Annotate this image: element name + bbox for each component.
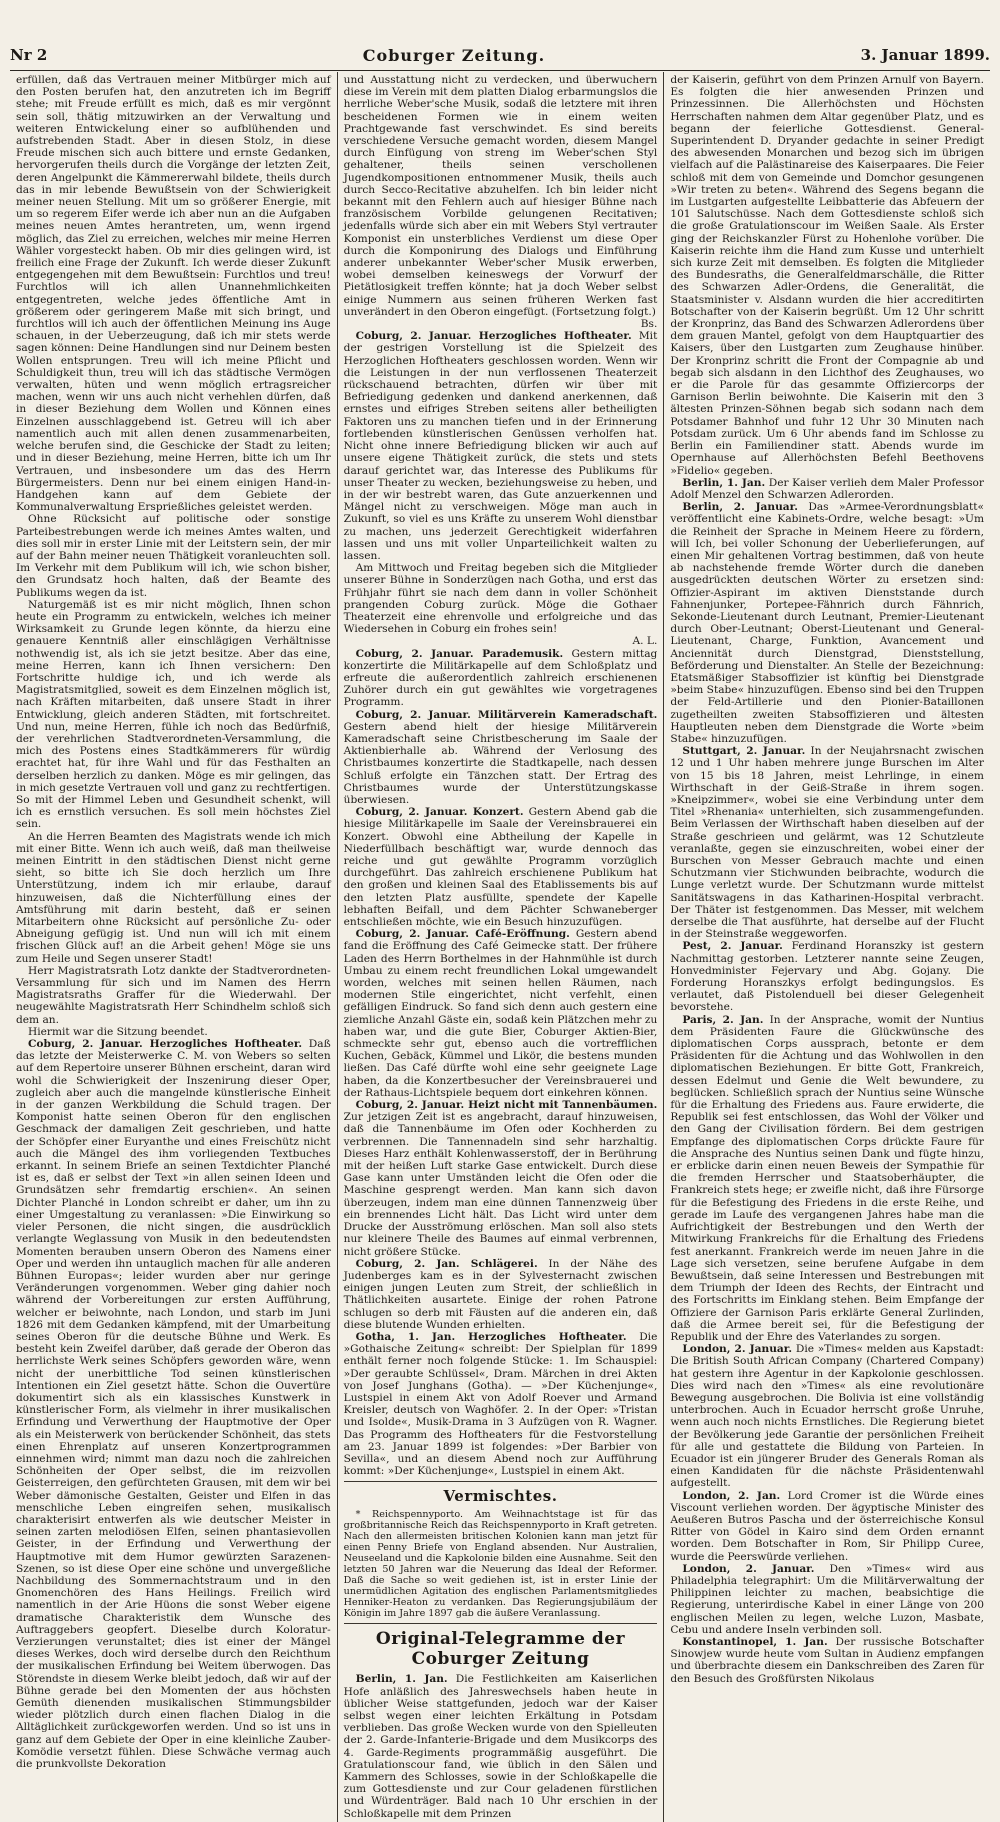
article-heading: Gotha, 1. Jan. Herzogliches Hoftheater. — [355, 1330, 627, 1343]
article-paragraph — [344, 709, 658, 807]
article-heading: London, 2. Jan. — [682, 1489, 781, 1502]
article-text: Der Kaiser verlieh dem Maler Professor Adolf Menzel den Schwarzen Adlerorden. — [670, 476, 984, 501]
section-divider — [344, 1481, 658, 1482]
article-paragraph — [344, 1099, 658, 1258]
article-text: Das »Armee-Verordnungsblatt« veröffentlicht eine Kabinets-Ordre, welche besagt: »Um die Reinheit der Sprache in Meinem Heere zu fördern, will Ich, bei voller Schonung der Ueberlieferungen, auf einen Mir gehaltenen Vortrag bestimmen, daß von heute ab nachstehende fremde Wörter durch die daneben ausgedrückten deutschen Wörter zu ersetzen sind: Offizier-Aspirant im aktiven Dienststande durch Fahnenjunker, Portepee-Fähnrich durch Fähnrich, Sekonde-Lieutenant durch Leutnant, Premier-Lieutenant durch Ober-Leutnant; Oberst-Lieutenant und General-Lieutenant, Charge, Funktion, Avancement und Anciennität durch Dienstgrad, Dienststellung, Beförderung und Dienstalter. An Stelle der Bezeichnung: Etatsmäßiger Stabsoffizier ist künftig bei Dienstgrade »beim Stabe« hinzuzufügen. Ebenso sind bei den Truppen der Feld-Artillerie und den Pionier-Bataillonen zugetheilten zweiten Stabsoffizieren und ältesten Hauptleuten neben dem Dienstgrade die Worte »beim Stabe« hinzuzufügen. — [670, 501, 984, 745]
author-signature: Bs. — [640, 318, 658, 331]
article-paragraph — [670, 940, 984, 1013]
article-heading: Konstantinopel, 1. Jan. — [682, 1636, 828, 1648]
article-paragraph — [344, 330, 658, 562]
article-heading: London, 2. Januar. — [682, 1343, 793, 1356]
article-text: Ferdinand Horanszky ist gestern Nachmittag gestorben. Letzterer nannte seine Zeugen, Honvedminister Fejervary und Abg. Gojany. Die Forderung Horanszkys erfolgt bedingungslos. Es verlautet, daß Pistolenduell bei dieser Gelegenheit bevorstehe. — [670, 940, 984, 1014]
article-text: In der Nähe des Judenberges kam es in der Sylvesternacht zwischen einigen jungen Leuten zum Streit, der schließlich in Thätlichkeiten ausartete. Einige der rohen Patrone schlugen so derb mit Fäusten auf die anderen ein, daß diese blutende Wunden erhielten. — [343, 1257, 658, 1331]
author-signature: A. L. — [632, 635, 658, 648]
article-heading: Berlin, 2. Januar. — [682, 501, 798, 514]
article-paragraph: Ohne Rücksicht auf politische oder sonstige Parteibestrebungen werde ich meines Amtes walten, und dies soll mir in erster Linie mit der Leitstern sein, der mir auf der Bahn meiner neuen Thätigkeit voranleuchten soll. Im Verkehr mit dem Publikum will ich, wie schon bisher, den Grundsatz hoch halten, daß der Beamte des Publikums wegen da ist. — [16, 513, 331, 599]
section-title-vermischtes: Vermischtes. — [443, 1487, 558, 1506]
article-heading: Coburg, 2. Januar. Militärverein Kameradschaft. — [355, 708, 658, 721]
article-paragraph — [670, 1490, 984, 1563]
article-text: Mit der gestrigen Vorstellung ist die Spielzeit des Herzoglichen Hoftheaters geschlossen worden. Wenn wir die Leistungen in der nun verflossenen Theaterzeit rückschauend betrachten, dürfen wir über mit Befriedigung gedenken und dankend anerkennen, daß ernstes und eifriges Streben seitens aller betheiligten Faktoren uns zu manchen tiefen und in der Erinnerung fortlebenden künstlerischen Genüssen verholfen hat. Nicht ohne innere Befriedigung blicken wir auch auf unsere eigene Thätigkeit zurück, die stets und stets darauf gerichtet war, das Interesse des Publikums für unser Theater zu wecken, beziehungsweise zu heben, und in der wir bestrebt waren, das Gute anzuerkennen und Mängel nicht zu verschweigen. Möge man auch in Zukunft, so viel es uns Kräfte zu unserem Wohl dienstbar zu machen, uns jederzeit Gerechtigkeit widerfahren lassen und uns mit voller Unparteilichkeit walten zu lassen. — [343, 330, 658, 562]
article-text: Gestern mittag konzertirte die Militärkapelle auf dem Schloßplatz und erfreute die außerordentlich zahlreich erschienenen Zuhörer durch ein gut gewähltes wie vorgetragenes Programm. — [343, 647, 658, 709]
section-divider — [344, 1623, 658, 1624]
article-heading: Coburg, 2. Januar. Parademusik. — [355, 647, 564, 660]
article-paragraph — [670, 745, 984, 940]
article-text: Die »Times« melden aus Kapstadt: Die British South African Company (Chartered Company) hat gestern ihre Agentur in der Kapkolonie geschlossen. Dies wird nach den »Times« als eine revolutionäre Bewegung ausgebrochen. Die Bolivia ist eine vollständig unterbrochen. Auch in Ecuador herrscht große Unruhe, wenn auch noch nichts Ernstliches. Die Regierung bietet der Bevölkerung jede Garantie der persönlichen Freiheit für alle und gestattete die Bildung von Parteien. In Ecuador ist ein jüngerer Bruder des Generals Roman als einen Kandidaten für die nächste Präsidentenwahl aufgestellt. — [670, 1343, 984, 1490]
article-heading: Coburg, 2. Jan. Schlägerei. — [355, 1257, 538, 1270]
article-paragraph — [670, 477, 984, 501]
article-text: In der Ansprache, womit der Nuntius dem Präsidenten Faure die Glückwünsche des diplomatischen Corps aussprach, betonte er dem Präsidenten für die Achtung und das Wohlwollen in den diplomatischen Beziehungen. Er bitte Gott, Frankreich, dessen Edelmut und Genie die Welt bewundere, zu beglücken. Schließlich sprach der Nuntius seine Wünsche für die Erhaltung des Friedens aus. Faure erwiderte, die Republik sei fest entschlossen, das Wohl der Völker und den Gang der Civilisation fördern. Bei dem gestrigen Empfange des diplomatischen Corps drückte Faure für die Ansprache des Nuntius seinen Dank und fügte hinzu, er erblicke darin einen neuen Beweis der Sympathie für die fremden Herrscher und Staatsoberhäupter, die Frankreich stets hege; er zweifle nicht, daß ihre Fürsorge für die Befestigung des Friedens in die erste Reihe, und gerade im Laufe des vergangenen Jahres habe man die Aufrichtigkeit der Bestrebungen und den Werth der Mitwirkung Frankreichs für die Erhaltung des Friedens fest anerkannt. Frankreich werde im neuen Jahre in die Lage sich versetzen, seine berufene Aufgabe in dem Bewußtsein, daß seine Interessen und Bestrebungen mit dem Triumph der Ideen des Rechts, der Eintracht und des Fortschritts im Einklang stehen. Beim Empfange der Offiziere der Garnison Paris erklärte General Zurlinden, daß die Armee bereit sei, für die Befestigung der Republik und der Ehre des Vaterlandes zu sorgen. — [670, 1013, 984, 1343]
article-text: Gestern abend fand die Eröffnung des Café Geimecke statt. Der frühere Laden des Herrn Borthelmes in der Hahnmühle ist durch Umbau zu einem recht freundlichen Lokal umgewandelt worden, welches mit seinen hellen Räumen, nach modernen Stile eingerichtet, nicht verfehlt, einen gefälligen Eindruck. So fand sich denn auch gestern eine ziemliche Anzahl Gäste ein, sodaß kein Plätzchen mehr zu haben war, und die gute Bier, Coburger Aktien-Bier, schmeckte sehr gut, ebenso auch die vortrefflichen Kuchen, Gebäck, Kümmel und Likör, die bestens munden ließen. Das Café dürfte wohl eine sehr geeignete Lage haben, da die Konzertbesucher der Vereinsbrauerei und der Rathaus-Lichtspiele bequem dort einkehren können. — [343, 928, 658, 1099]
article-text: In der Neujahrsnacht zwischen 12 und 1 Uhr haben mehrere junge Burschen im Alter von 15 bis 18 Jahren, meist Lehrlinge, in einem Wirthschaft in der Geiß-Straße in ihrem sogen. »Kneipzimmer«, wobei sie eine Verbindung unter dem Titel »Rhenania« unterhielten, sich zusammengefunden. Beim Verlassen der Wirthschaft haben dieselben auf der Straße geschrieen und gelärmt, was 12 Schutzleute veranlaßte, gegen sie einzuschreiten, wobei einer der Burschen von Messer Gebrauch machte und einen Schutzmann vier Stichwunden beibrachte, wodurch die Lunge verletzt wurde. Der Schutzmann wurde mittelst Sanitätswagens in das Katharinen-Hospital verbracht. Der Thäter ist festgenommen. Das Messer, mit welchem derselbe die That ausführte, hat derselbe auf der Flucht in der Steinstraße weggeworfen. — [670, 745, 984, 941]
article-text: Der russische Botschafter Sinowjew wurde heute vom Sultan in Audienz empfangen und überbrachte diesem ein Dankschreiben des Zaren für den Besuch des Großfürsten Nikolaus — [670, 1636, 984, 1685]
masthead — [10, 40, 990, 71]
article-paragraph — [670, 1014, 984, 1343]
column-2 — [337, 72, 664, 1822]
article-heading: Coburg, 2. Januar. Heizt nicht mit Tannenbäumen. — [355, 1099, 658, 1112]
article-text: Die »Gothaische Zeitung« schreibt: Der Spielplan für 1899 enthält ferner noch folgende Stücke: 1. Im Schauspiel: »Der geraubte Schlüssel«, Dram. Märchen in drei Akten von Josef Junghans (Gotha). — »Der Küchenjunge«, Lustspiel in einem Akt von Adolf Roever und Armand Kreisler, deutsch von Waghöfer. 2. In der Oper: »Tristan und Isolde«, Musik-Drama in 3 Aufzügen von R. Wagner. Das Programm des Hoftheaters für die Festvorstellung am 23. Januar 1899 ist folgendes: »Der Barbier von Sevilla«, und an diesem Abend noch zur Aufführung kommt: »Der Küchenjunge«, Lustspiel in einem Akt. — [343, 1330, 658, 1478]
article-paragraph — [670, 1563, 984, 1636]
article-text: Gestern Abend gab die hiesige Militärkapelle im Saale der Vereinsbrauerei ein Konzert. Obwohl eine Abtheilung der Kapelle in Niederfüllbach beschäftigt war, wurde dennoch das reiche und gut gewählte Programm vorzüglich durchgeführt. Das zahlreich erschienene Publikum hat den großen und kleinen Saal des Etablissements bis auf den letzten Platz ausfüllte, spendete der Kapelle lebhaften Beifall, und dem Pächter Schwaneberger entschließen möchte, wie ein Besuch hinzuzufügen. — [343, 806, 658, 929]
article-paragraph — [670, 1636, 984, 1685]
article-text: Daß das letzte der Meisterwerke C. M. von Webers so selten auf dem Repertoire unserer Bühnen erscheint, daran wird wohl die Schwierigkeit der Inszenirung dieser Oper, zugleich aber auch die mangelnde künstlerische Einheit in der ganzen Werkbildung die Schuld tragen. Der Komponist hatte seinen Oberon für den englischen Geschmack der damaligen Zeit geschrieben, und hatte der Schöpfer einer Euryanthe und eines Freischütz nicht auch die Mängel des ihm vorliegenden Textbuches erkannt. In seinem Briefe an seinen Textdichter Planché ist es, daß er selbst der Text »in allen seinen Ideen und Grundsätzen sehr fremdartig erschien«. An seinen Dichter Planché in London schreibt er daher, um ihn zu einer Umgestaltung zu veranlassen: »Die Einwirkung so vieler Personen, die nicht singen, die ausdrücklich verlangte Weglassung von Musik in den bedeutendsten Momenten berauben unsern Oberon des Namens einer Oper und werden ihn untauglich machen für alle anderen Bühnen Europas«; leider wurden aber nur geringe Veränderungen vorgenommen. Weber ging dahier noch während der Vorbereitungen zur ersten Aufführung, welcher er beiwohnte, nach London, und starb im Juni 1826 mit dem Gedanken kämpfend, mit der Umarbeitung seines Oberon für die deutsche Bühne und Werk. Es besteht kein Zweifel darüber, daß gerade der Oberon das herrlichste Werk seines Schöpfers geworden wäre, wenn nicht der unerbittliche Tod seinen künstlerischen Intentionen ein Ziel gesetzt hätte. Schon die Ouvertüre dokumentirt sich als ein klassisches Kunstwerk in künstlerischer Form, als vielmehr in ihrer musikalischen Erfindung und Verwerthung der Hauptmotive der Oper als ein Meisterwerk von berückender Schönheit, das stets einen Ehrenplatz auf unseren Konzertprogrammen einnehmen wird; nimmt man dazu noch die zahlreichen Schönheiten der Oper selbst, die im reizvollen Geisterreigen, den gefürchteten Grausen, mit dem wir bei Weber dämonische Gestalten, Geister und Elfen in das menschliche Leben eingreifen sehen, musikalisch charakterisirt entwerfen als wie deutscher Meister in seinen zarten melodiösen Elfen, seinen phantasievollen Geister, in der Erfindung und Verwerthung der Hauptmotive mit dem Humor gewürzten Sarazenen-Szenen, so ist diese Oper eine schöne und unvergeßliche Nachbildung des Sommernachtstraum und in den Gnomenchören des Hans Heilings. Freilich wird namentlich in der Arie Hüons die sonst Weber eigene dramatische Charakteristik dem Wunsche des Auftraggebers geopfert. Dieselbe durch Koloratur-Verzierungen verunstaltet; dies ist einer der Mängel dieses Werkes, doch wird derselbe durch den Reichthum der musikalischen Erfindung bei Weitem überwogen. Das Störendste in diesem Werke bleibt jedoch, daß wir auf der Bühne gerade bei den Momenten der aus höchsten Gemüth dienenden musikalischen Stimmungsbilder wieder plötzlich durch einen flachen Dialog in die Alltäglichkeit zurückgeworfen werden. Und so ist uns in ganz auf dem Gebiete der Oper in eine kleinliche Zauber-Komödie versetzt fühlen. Diese Schwäche vermag auch die prunkvollste Dekoration — [16, 1038, 331, 1771]
page-number: Nr 2 — [10, 46, 48, 64]
article-paragraph — [344, 1673, 658, 1819]
article-paragraph — [344, 1331, 658, 1477]
article-paragraph: An die Herren Beamten des Magistrats wende ich mich mit einer Bitte. Wenn ich auch weiß, daß man theilweise meinen Eintritt in den städtischen Dienst nicht gerne sieht, so bitte ich Sie doch herzlich um Ihre Unterstützung, indem ich mir erlaube, darauf hinzuweisen, daß die Nichterfüllung eines der Amtsführung mit darin besteht, daß er seinen Mitarbeitern ohne Rücksicht auf persönliche Zu- oder Abneigung gefügig ist. Und nun will ich mit einem frischen Glück auf! an die Arbeit gehen! Möge sie uns zum Heile und Segen unserer Stadt! — [16, 830, 331, 965]
article-paragraph — [344, 648, 658, 709]
article-paragraph: erfüllen, daß das Vertrauen meiner Mitbürger mich auf den Posten berufen hat, den anzutreten ich im Begriff stehe; mit Freude erfüllt es mich, daß es mir vergönnt sein soll, thätig mitzuwirken an der Verwaltung und weiteren Entwickelung einer so aufblühenden und aufstrebenden Stadt. Aber in diesen Stolz, in diese Freude mischen sich auch bittere und ernste Gedanken, hervorgerufen theils durch die Vorgänge der letzten Zeit, deren Angelpunkt die Kämmererwahl bildete, theils durch das in mir lebende Bewußtsein von der Schwierigkeit meiner neuen Stellung. Mit um so größerer Energie, mit um so regerem Eifer werde ich aber nun an die Aufgaben meines neuen Amtes herantreten, um, wenn irgend möglich, das Ziel zu erreichen, welches mir meine Herren Wähler vorgesteckt haben. Ob mir dies gelingen wird, ist freilich eine Frage der Zukunft. Ich werde dieser Zukunft entgegengehen mit dem Bewußtsein: Furchtlos und treu! Furchtlos will ich allen Unannehmlichkeiten entgegentreten, welche jedes öffentliche Amt in größerem oder geringerem Maße mit sich bringt, und furchtlos will ich auch der öffentlichen Meinung ins Auge schauen, in der Ueberzeugung, daß ich mir stets werde sagen können: Deine Handlungen sind nur Deinem besten Wollen entsprungen. Treu will ich meine Pflicht und Schuldigkeit thun, treu will ich das städtische Vermögen verwalten, hüten und wenn möglich ertragsreicher machen, wenn wir uns auch nicht verhehlen dürfen, daß in dieser Beziehung dem Wollen und Können eines Einzelnen ausschlaggebend ist. Getreu will ich aber namentlich auch mit allen denen zusammenarbeiten, welche berufen sind, die Geschicke der Stadt zu leiten; und in dieser Beziehung, meine Herren, bitte ich um Ihr Vertrauen, und insbesondere um das des Herrn Bürgermeisters. Denn nur bei einem einigen Hand-in-Handgehen kann auf dem Gebiete der Kommunalverwaltung Ersprießliches geleistet werden. — [16, 74, 331, 514]
article-paragraph: * Reichspennyporto. Am Weihnachtstage ist für das großbritannische Reich das Reichspennyporto in Kraft getreten. Nach den allermeisten britischen Kolonien kann man jetzt für einen Penny Briefe von England absenden. Nur Australien, Neuseeland und die Kapkolonie bilden eine Ausnahme. Seit den letzten 50 Jahren war die Neuerung das Ideal der Reformer. Daß die Sache so weit gediehen ist, ist in erster Linie der unermüdlichen Agitation des englischen Parlamentsmitgliedes Henniker-Heaton zu verdanken. Das Regierungsjubiläum der Königin im Jahre 1897 gab die äußere Veranlassung. — [343, 1509, 658, 1620]
article-heading: Pest, 2. Januar. — [682, 940, 783, 953]
article-paragraph: Herr Magistratsrath Lotz dankte der Stadtverordneten-Versammlung für sich und im Namen des Herrn Magistratsraths Graffer für die Wiederwahl. Der neugewählte Magistratsrath Herr Schindhelm schloß sich dem an. — [16, 964, 331, 1026]
article-paragraph — [670, 501, 984, 745]
article-text: Gestern abend hielt der hiesige Militärverein Kameradschaft seine Christbescherung im Saale der Aktienbierhalle ab. Während der Verlosung des Christbaumes konzertirte die Stadtkapelle, nach dessen Schluß erfolgte ein Tänzchen statt. Der Ertrag des Christbaumes wurde der Unterstützungskasse überwiesen. — [343, 720, 658, 806]
article-paragraph: Am Mittwoch und Freitag begeben sich die Mitglieder unserer Bühne in Sonderzügen nach Gotha, und erst das Frühjahr führt sie nach dem dann in voller Schönheit prangenden Coburg zurück. Möge die Gothaer Theaterzeit eine ehrenvolle und erfolgreiche und das Wiedersehen in Coburg ein frohes sein! — [343, 562, 658, 636]
article-paragraph: Hiermit war die Sitzung beendet. — [28, 1025, 208, 1038]
article-paragraph — [344, 1258, 658, 1331]
article-heading: London, 2. Januar. — [682, 1562, 815, 1575]
section-title-telegramme: Original-Telegramme der Coburger Zeitung — [375, 1629, 626, 1670]
article-heading: Paris, 2. Jan. — [682, 1013, 764, 1026]
article-heading: Berlin, 1. Jan. — [355, 1673, 448, 1686]
text-columns — [10, 72, 990, 1820]
article-text: Zur jetzigen Zeit ist es angebracht, darauf hinzuweisen, daß die Tannenbäume im Ofen oder Kochherden zu verbrennen. Die Tannennadeln sind sehr harzhaltig. Dieses Harz enthält Kohlenwasserstoff, der in Berührung mit der heißen Luft starke Gase entwickelt. Durch diese Gase kann unter Umständen leicht die Ofen oder die Maschine gesprengt werden. Man kann sich davon überzeugen, indem man eine dünnen Tannenzweig über ein brennendes Licht hält. Das Licht wird unter dem Drucke der Ausströmung erlöschen. Man soll also stets nur kleinere Theile des Baumes auf einmal verbrennen, nicht größere Stücke. — [343, 1111, 658, 1258]
article-paragraph: Naturgemäß ist es mir nicht möglich, Ihnen schon heute ein Programm zu entwickeln, welches ich meiner Wirksamkeit zu Grunde legen könnte, da hierzu eine genauere Kenntniß aller einschlägigen Verhältnisse nothwendig ist, als ich sie jetzt besitze. Aber das eine, meine Herren, kann ich Ihnen versichern: Den Fortschritte huldige ich, und ich werde als Magistratsmitglied, soweit es dem Einzelnen möglich ist, nach Kräften mitarbeiten, daß unsere Stadt in ihrer Entwicklung, gleich anderen Städten, mit fortschreitet. Und nun, meine Herren, fühle ich noch das Bedürfniß, der verehrlichen Stadtverordneten-Versammlung, die mich des Postens eines Stadtkämmerers für würdig erachtet hat, für ihre Wahl und für das Festhalten an derselben herzlich zu danken. Möge es mir gelingen, das in mich gesetzte Vertrauen voll und ganz zu rechtfertigen. So mit der Himmel Leben und Gesundheit schenkt, will ich es ernstlich versuchen. Es soll mein höchstes Ziel sein. — [16, 598, 331, 831]
article-heading: Stuttgart, 2. Januar. — [682, 745, 806, 758]
newspaper-title: Coburger Zeitung. — [362, 45, 546, 65]
column-3 — [663, 72, 990, 1822]
article-text: Den »Times« wird aus Philadelphia telegraphirt: Um die Militärverwaltung der Philippinen leichter zu machen, beabsichtige die Regierung, unterirdische Kabel in einer Länge von 200 englischen Meilen zu legen, welche Luzon, Masbate, Cebu und andere Inseln verbinden soll. — [670, 1562, 984, 1636]
column-1 — [10, 72, 337, 1822]
article-heading: Coburg, 2. Januar. Café-Eröffnung. — [355, 928, 570, 941]
article-paragraph: und Ausstattung nicht zu verdecken, und überwuchern diese im Verein mit dem platten Dialog erbarmungslos die herrliche Weber'sche Musik, sodaß die letztere mit ihren bescheidenen Formen wie in einem weiten Prachtgewande fast verschwindet. Es sind bereits verschiedene Versuche gemacht worden, diesem Mangel durch Einfügung von streng im Weber'schen Styl gehaltener, theils seinen verschollenen Jugendkompositionen entnommener Musik, theils auch durch Secco-Recitative abzuhelfen. Ich bin leider nicht bekannt mit den Fehlern auch auf hiesiger Bühne nach französischem Vorbilde gelungenen Recitativen; jedenfalls würde sich aber ein mit Webers Styl vertrauter Komponist ein unsterbliches Verdienst um diese Oper durch die Komponirung des Dialogs und Einführung anderer unbekannter Weber'scher Musik erwerben, wobei demselben keineswegs der Vorwurf der Pietätlosigkeit treffen könnte; hat ja doch Weber selbst einige Nummern aus seinen früheren Werken fast unverändert in den Oberon eingefügt. (Fortsetzung folgt.) — [343, 74, 658, 318]
article-text: Die Festlichkeiten am Kaiserlichen Hofe anläßlich des Jahreswechsels haben heute in üblicher Weise stattgefunden, jedoch war der Kaiser selbst wegen einer leichten Erkältung in Potsdam verblieben. Das große Wecken wurde von den Spielleuten der 2. Garde-Infanterie-Brigade und dem Musikcorps des 4. Garde-Regiments programmäßig ausgeführt. Die Gratulationscour fand, wie üblich in den Sälen und Kammern des Schlosses, sowie in der Schloßkapelle die zum Gottesdienste und zur Cour geladenen fürstlichen und Würdenträger. Bald nach 10 Uhr erschien in der Schloßkapelle mit dem Prinzen — [343, 1673, 658, 1820]
article-heading: Coburg, 2. Januar. Herzogliches Hoftheater. — [28, 1038, 303, 1051]
article-paragraph — [344, 928, 658, 1099]
article-heading: Coburg, 2. Januar. Herzogliches Hoftheater. — [355, 330, 632, 343]
article-paragraph — [670, 1343, 984, 1489]
article-paragraph: der Kaiserin, geführt von dem Prinzen Arnulf von Bayern. Es folgten die hier anwesenden Prinzen und Prinzessinnen. Die Allerhöchsten und Höchsten Herrschaften nahmen dem Altar gegenüber Platz, und es begann der feierliche Gottesdienst. General-Superintendent D. Dryander gedachte in seiner Predigt des abwesenden Monarchen und bezog sich im übrigen vielfach auf die Palästinareise des Kaiserpaares. Die Feier schloß mit dem von Gemeinde und Domchor gesungenen »Wir treten zu beten«. Während des Segens begann die im Lustgarten aufgestellte Leibbatterie das Abfeuern der 101 Salutschüsse. Nach dem Gottesdienste schloß sich die große Gratulationscour im Weißen Saale. Als Erster ging der Reichskanzler Fürst zu Hohenlohe vorüber. Die Kaiserin reichte ihm die Hand zum Kusse und unterhielt sich kurze Zeit mit demselben. Es folgten die Mitglieder des Bundesraths, die Generalfeldmarschälle, die Ritter des Schwarzen Adler-Ordens, die Generalität, die Staatsminister v. Alsdann wurden die hier accreditirten Botschafter von der Kaiserin begrüßt. Um 12 Uhr schritt der Kronprinz, das Band des Schwarzen Adlerordens über dem grauen Mantel, gefolgt von dem Hauptquartier des Kaisers, über den Lustgarten zum Zeughause hinüber. Der Kronprinz schritt die Front der Compagnie ab und begab sich alsdann in den Lichthof des Zeughauses, wo er die Parole für das gesammte Offiziercorps der Garnison Berlin beiwohnte. Die Kaiserin mit den 3 ältesten Prinzen-Söhnen begab sich sodann nach dem Potsdamer Bahnhof und fuhr 12 Uhr 30 Minuten nach Potsdam zurück. Um 6 Uhr abends fand im Schlosse zu Berlin ein Familiendiner statt. Abends wurde im Opernhause auf Allerhöchsten Befehl Beethovens »Fidelio« gegeben. — [670, 74, 984, 477]
article-text: Lord Cromer ist die Würde eines Viscount verliehen worden. Der ägyptische Minister des Aeußeren Butros Pascha und der österreichische Konsul Ritter von Gödel in Kairo sind dem Orden ernannt worden. Dem Botschafter in Rom, Sir Philipp Curee, wurde die Peerswürde verliehen. — [670, 1489, 984, 1563]
issue-date: 3. Januar 1899. — [860, 46, 990, 64]
article-heading: Berlin, 1. Jan. — [682, 476, 766, 489]
article-heading: Coburg, 2. Januar. Konzert. — [355, 806, 524, 819]
article-paragraph — [344, 806, 658, 928]
article-paragraph — [16, 1038, 331, 1770]
